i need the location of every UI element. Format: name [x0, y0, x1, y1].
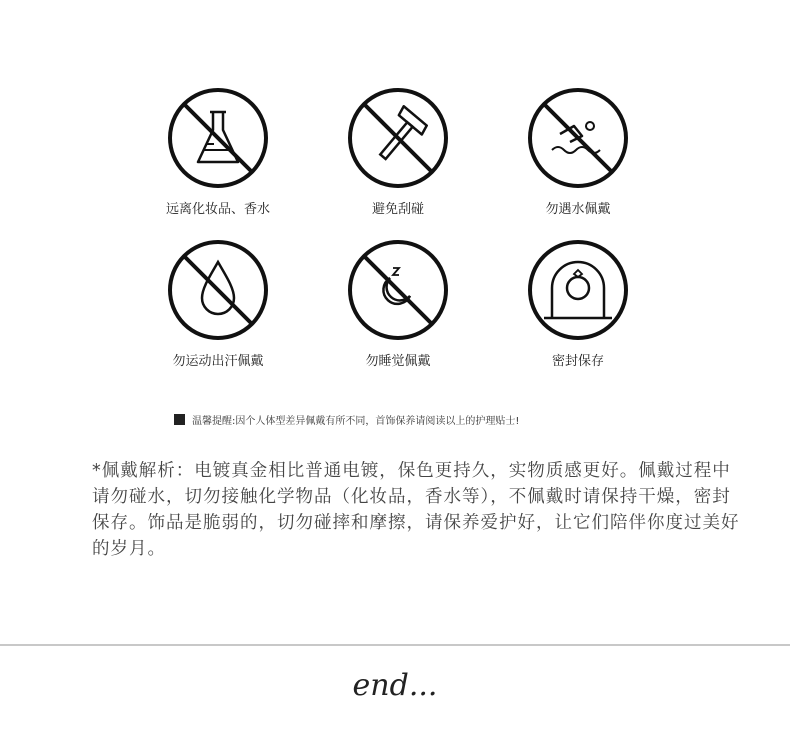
swimmer-prohibited-icon	[526, 86, 630, 190]
care-notice	[174, 412, 519, 427]
care-item-storage	[488, 238, 668, 369]
care-item-cosmetics	[128, 86, 308, 217]
drop-prohibited-icon	[166, 238, 270, 342]
flask-prohibited-icon	[166, 86, 270, 190]
ring-box-icon	[526, 238, 630, 342]
end-text: end...	[352, 668, 438, 703]
care-item-sweat	[128, 238, 308, 369]
care-label: 勿睡觉佩戴	[365, 354, 431, 369]
care-label: 远离化妆品、香水	[165, 202, 270, 217]
notice-text: 温馨提醒:因个人体型差异佩戴有所不同，首饰保养请阅读以上的护理贴士!	[192, 416, 520, 427]
sleep-moon-prohibited-icon	[346, 238, 450, 342]
care-label: 勿遇水佩戴	[545, 202, 611, 217]
square-bullet-icon	[174, 414, 185, 425]
care-label: 勿运动出汗佩戴	[172, 354, 264, 369]
care-label: 避免刮碰	[371, 202, 424, 217]
wearing-description: *佩戴解析：电镀真金相比普通电镀，保色更持久，实物质感更好。佩戴过程中请勿碰水，切勿接触化学物品（化妆品，香水等），不佩戴时请保持干燥，密封保存。饰品是脆弱的，切勿碰摔和摩擦，请保养爱护好，让它们陪伴你度过美好的岁月。	[92, 461, 740, 559]
care-item-scratch	[308, 86, 488, 217]
care-item-water	[488, 86, 668, 217]
hammer-prohibited-icon	[346, 86, 450, 190]
divider	[0, 644, 790, 646]
care-label: 密封保存	[551, 354, 604, 369]
care-item-sleep	[308, 238, 488, 369]
